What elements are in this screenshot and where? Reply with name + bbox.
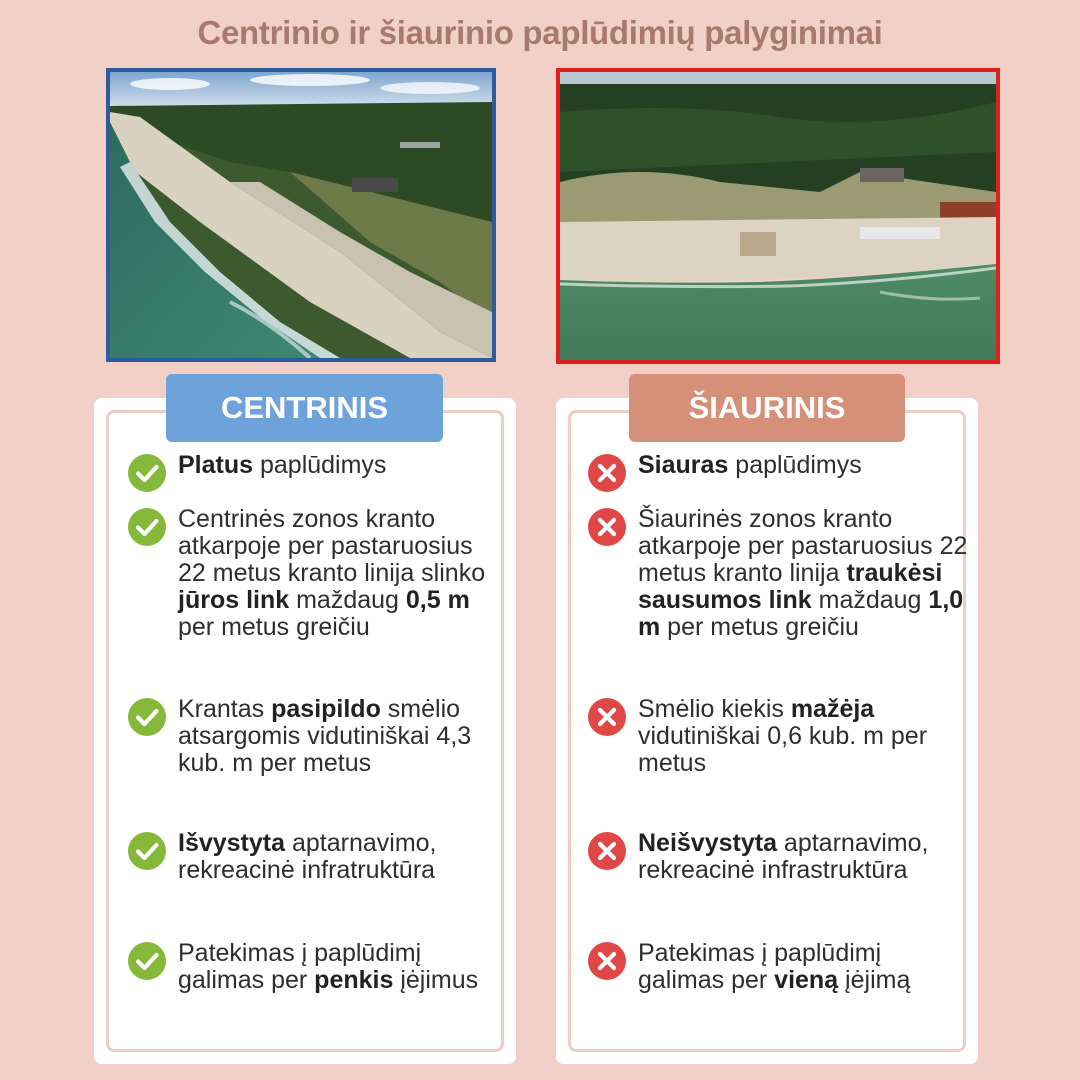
item-text-bold: Išvystyta (178, 829, 286, 857)
item-text-run: paplūdimys (253, 451, 387, 479)
item-text-bold: traukėsi sausumos link (638, 559, 943, 614)
item-text-run: aptarnavimo, rekreacinė infrastruktūra (638, 829, 929, 884)
item-text-run: Centrinės zonos kranto atkarpoje per pastaruosius 22 metus kranto linija slinko (178, 505, 486, 587)
cross-icon (588, 508, 626, 546)
check-icon (128, 508, 166, 546)
item-text-bold: mažėja (790, 695, 875, 723)
item-text-run: maždaug (289, 586, 406, 614)
item-text-bold: 0,5 m (405, 586, 470, 614)
item-text-bold: 1,0 m (638, 586, 964, 641)
item-text-run: Patekimas į paplūdimį galimas per (178, 939, 422, 994)
check-icon (128, 698, 166, 736)
item-text-bold: pasipildo (271, 695, 381, 723)
list-item (128, 506, 498, 641)
item-text-run: maždaug (811, 586, 929, 614)
item-text-run: aptarnavimo, rekreacinė infratruktūra (178, 829, 437, 884)
central-beach-photo (106, 68, 496, 362)
item-text-run: Patekimas į paplūdimį galimas per (638, 939, 882, 994)
item-text (178, 940, 498, 994)
item-text-run: per metus greičiu (178, 613, 370, 641)
item-text-bold: Platus (178, 451, 254, 479)
item-text (638, 830, 970, 884)
item-text-bold: penkis (314, 966, 394, 994)
list-item (588, 506, 970, 641)
item-text (638, 696, 970, 777)
list-item (588, 452, 970, 492)
item-text (638, 940, 970, 994)
cross-icon (588, 942, 626, 980)
list-item (128, 696, 498, 777)
list-item (128, 830, 498, 884)
item-text (178, 452, 386, 479)
item-text-bold: Siauras (638, 451, 729, 479)
item-text-run: įėjimus (393, 966, 479, 994)
item-text (178, 830, 498, 884)
cross-icon (588, 698, 626, 736)
item-text-run: paplūdimys (728, 451, 862, 479)
item-text-run: Smėlio kiekis (638, 695, 791, 723)
item-text (178, 506, 498, 641)
list-item (128, 940, 498, 994)
item-text-run: per metus greičiu (660, 613, 859, 641)
cross-icon (588, 832, 626, 870)
check-icon (128, 454, 166, 492)
item-text-run: smėlio atsargomis vidutiniškai 4,3 kub. m per metus (178, 695, 472, 777)
list-item (588, 940, 970, 994)
item-text-run: įėjimą (838, 966, 911, 994)
central-label: CENTRINIS (166, 374, 443, 442)
list-item (588, 830, 970, 884)
item-text-bold: jūros link (178, 586, 290, 614)
item-text-run: Krantas (178, 695, 272, 723)
item-text-bold: vieną (774, 966, 839, 994)
check-icon (128, 942, 166, 980)
cross-icon (588, 454, 626, 492)
page-title: Centrinio ir šiaurinio paplūdimių palyginimai (197, 14, 883, 51)
item-text-run: vidutiniškai 0,6 kub. m per metus (638, 722, 928, 777)
item-text (178, 696, 498, 777)
item-text (638, 506, 970, 641)
item-text-run: Šiaurinės zonos kranto atkarpoje per pastaruosius 22 metus kranto linija (638, 505, 968, 587)
item-text-bold: Neišvystyta (638, 829, 777, 857)
list-item (588, 696, 970, 777)
list-item (128, 452, 498, 492)
northern-label: ŠIAURINIS (629, 374, 905, 442)
item-text (638, 452, 862, 479)
northern-beach-photo (556, 68, 1000, 364)
check-icon (128, 832, 166, 870)
